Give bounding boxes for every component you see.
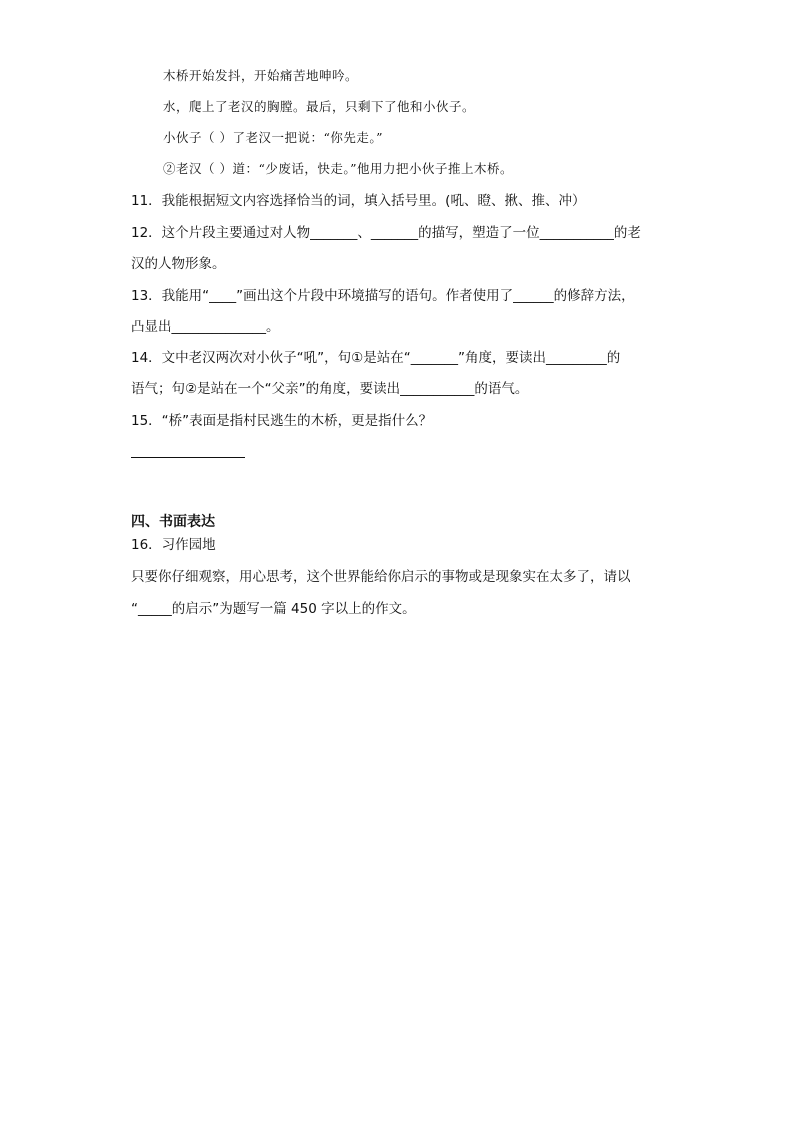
question-16-line-2: “_____的启示”为题写一篇 450 字以上的作文。: [131, 601, 416, 617]
question-13-line-2: 凸显出______________。: [131, 319, 280, 335]
question-16-line-1: 只要你仔细观察，用心思考，这个世界能给你启示的事物或是现象实在太多了，请以: [131, 569, 631, 585]
question-14-line-2: 语气；句②是站在一个“父亲”的角度，要读出___________的语气。: [131, 381, 529, 397]
question-11: 11．我能根据短文内容选择恰当的词，填入括号里。(吼、瞪、揪、推、冲）: [131, 193, 586, 209]
question-15: 15．“桥”表面是指村民逃生的木桥，更是指什么？: [131, 413, 433, 429]
passage-line-2: 水，爬上了老汉的胸膛。最后，只剩下了他和小伙子。: [163, 99, 476, 114]
question-12-line-1: 12．这个片段主要通过对人物_______、_______的描写，塑造了一位___________的老: [131, 225, 641, 241]
question-13-line-1: 13．我能用“____”画出这个片段中环境描写的语句。作者使用了______的修辞方法，: [131, 288, 635, 304]
question-12-line-2: 汉的人物形象。: [131, 256, 226, 272]
question-14-line-1: 14．文中老汉两次对小伙子“吼”，句①是站在“_______”角度，要读出_________的: [131, 350, 621, 366]
passage-line-3: 小伙子（ ）了老汉一把说：“你先走。”: [163, 130, 384, 145]
section-4-title: 四、书面表达: [131, 514, 215, 530]
passage-line-4: ②老汉（ ）道：“少废话，快走。”他用力把小伙子推上木桥。: [163, 161, 514, 176]
answer-line-15: [131, 457, 245, 458]
passage-line-1: 木桥开始发抖，开始痛苦地呻吟。: [163, 68, 359, 83]
question-16-title: 16．习作园地: [131, 537, 216, 553]
